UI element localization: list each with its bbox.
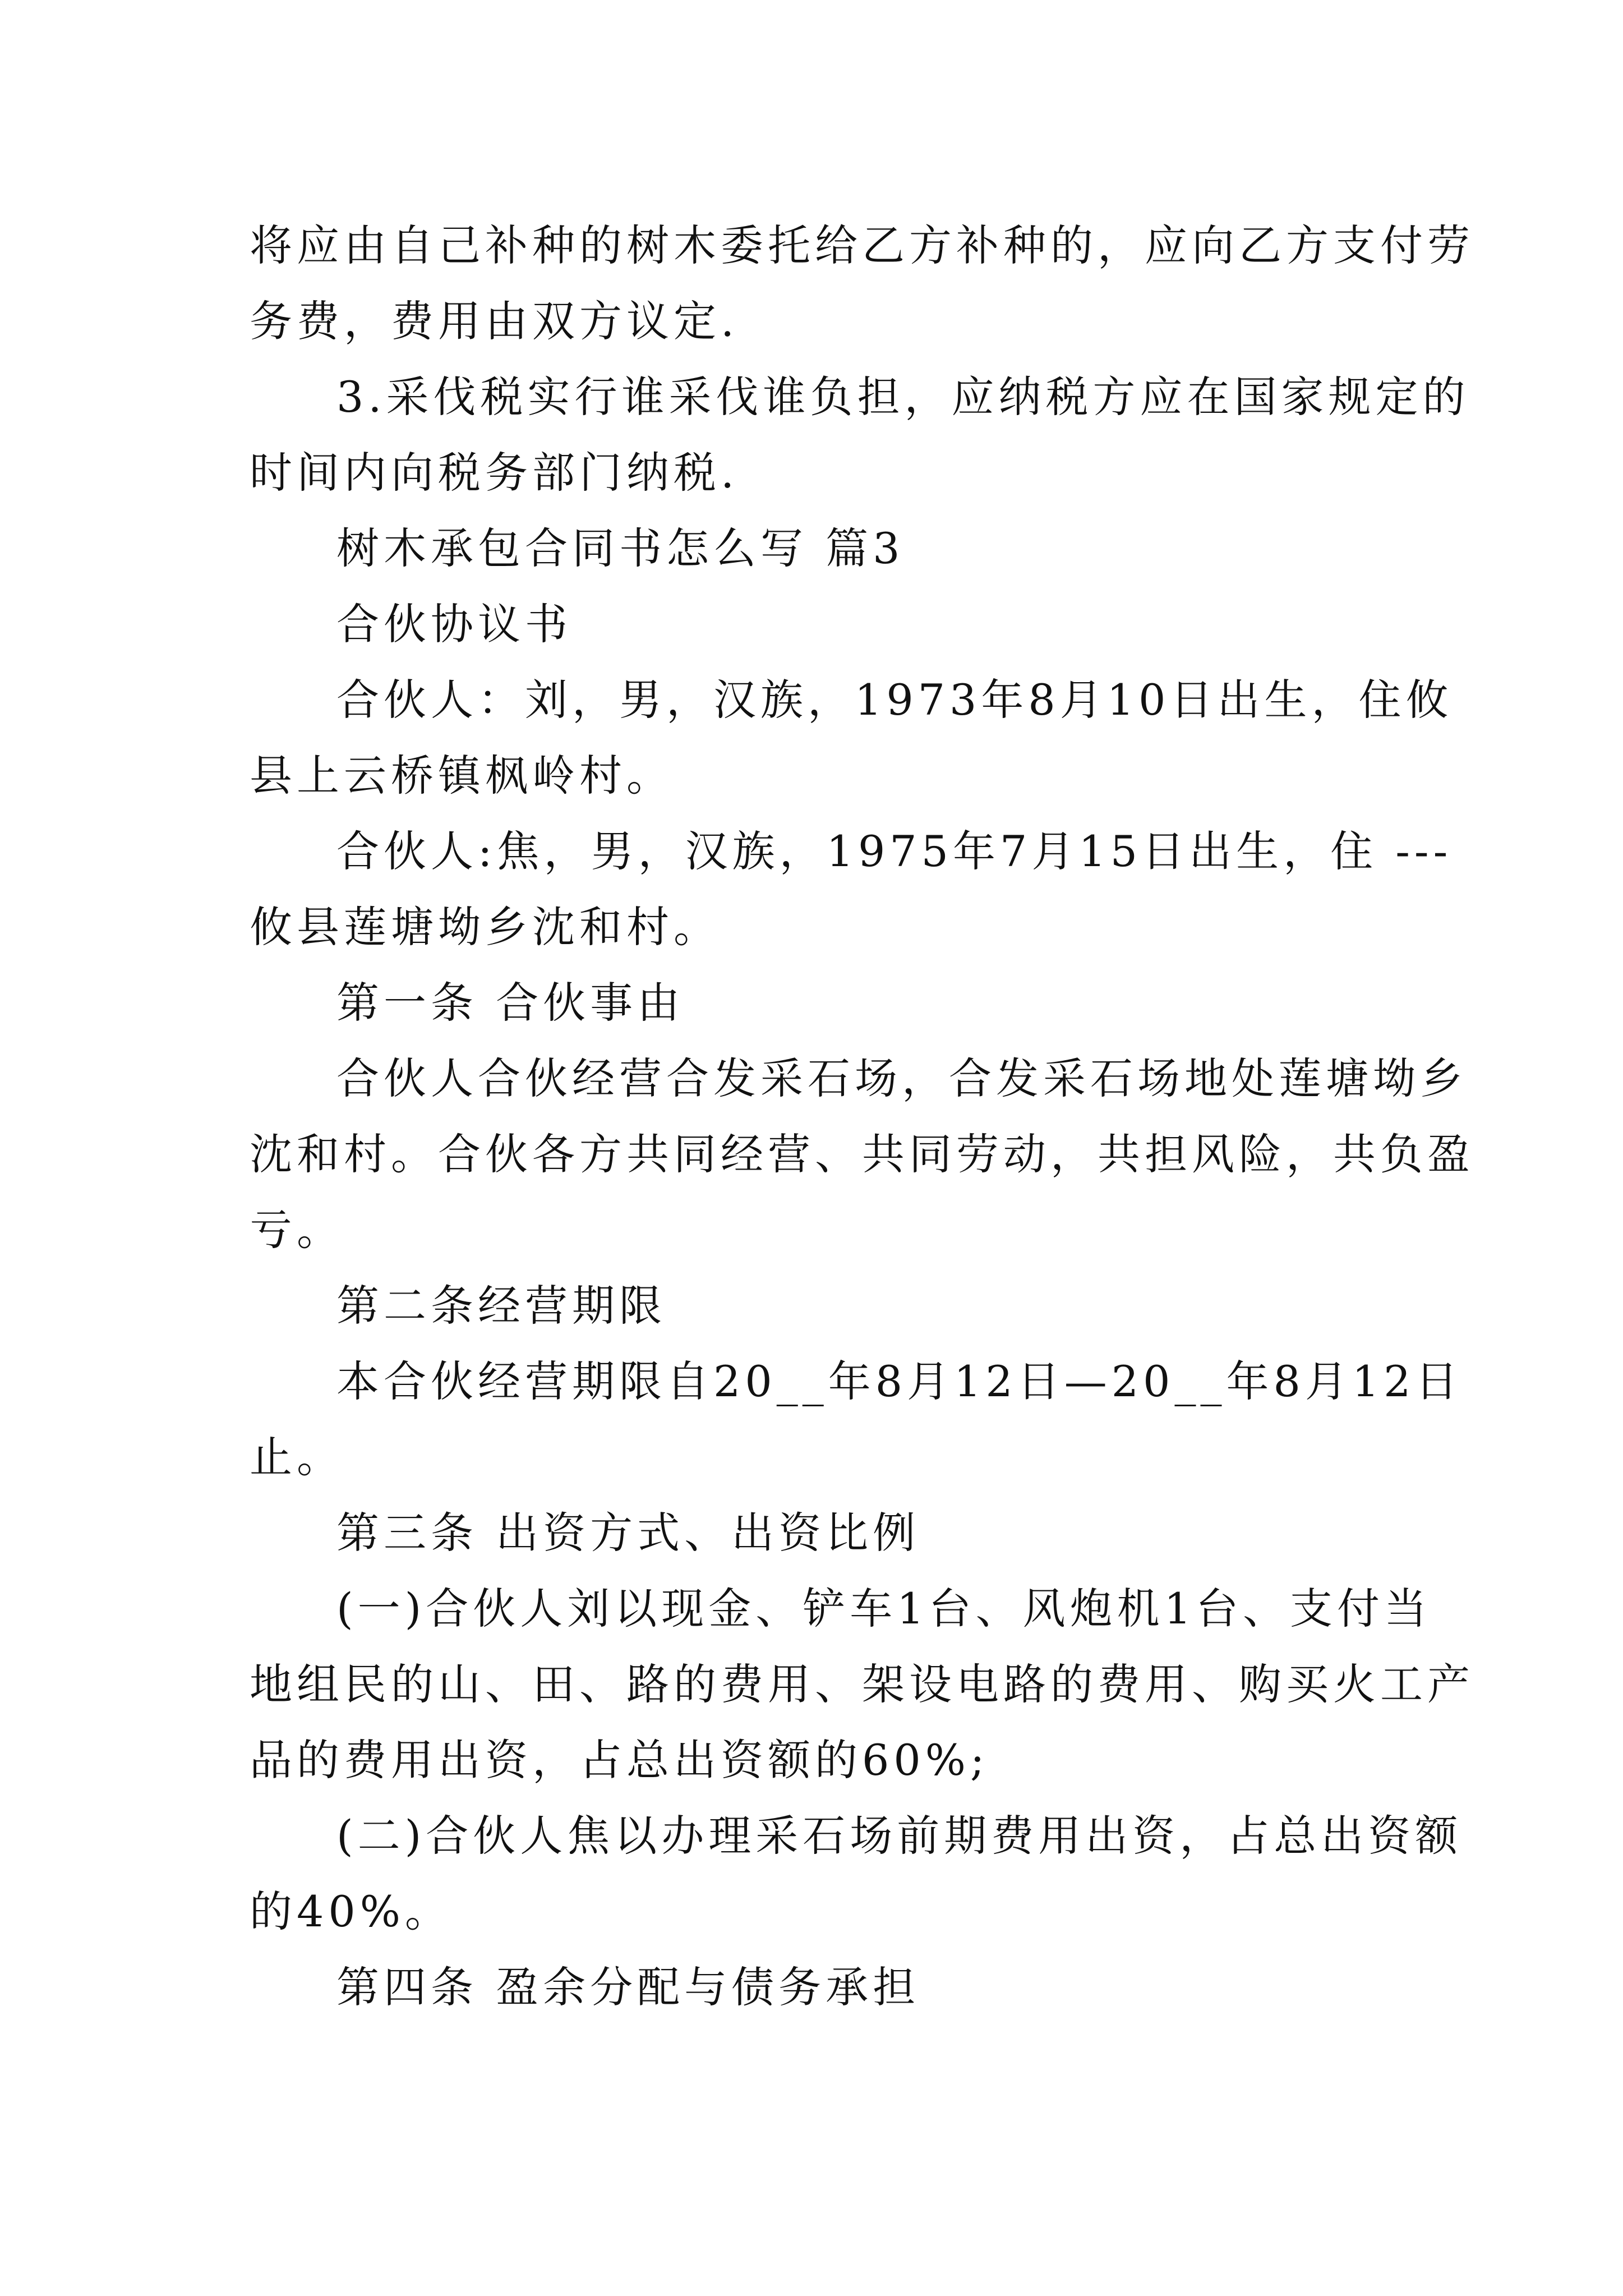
section-heading: 树木承包合同书怎么写 篇3 bbox=[336, 523, 905, 573]
body-text-line: 将应由自己补种的树木委托给乙方补种的，应向乙方支付劳 bbox=[250, 220, 1474, 270]
body-text-line: (一)合伙人刘以现金、铲车1台、风炮机1台、支付当 bbox=[336, 1584, 1432, 1634]
body-text-line: 时间内向税务部门纳税. bbox=[250, 448, 739, 498]
article-heading: 第一条 合伙事由 bbox=[336, 978, 685, 1028]
body-text-line: 3.采伐税实行谁采伐谁负担，应纳税方应在国家规定的 bbox=[336, 372, 1470, 422]
body-text-line: (二)合伙人焦以办理采石场前期费用出资，占总出资额 bbox=[336, 1811, 1463, 1861]
body-text-line: 务费，费用由双方议定. bbox=[250, 296, 739, 346]
body-text-line: 地组民的山、田、路的费用、架设电路的费用、购买火工产 bbox=[250, 1659, 1474, 1709]
body-text-line: 合伙人合伙经营合发采石场，合发采石场地处莲塘坳乡 bbox=[336, 1053, 1467, 1103]
body-text-line: 合伙人：刘，男，汉族，1973年8月10日出生，住攸 bbox=[336, 675, 1453, 725]
article-heading: 第三条 出资方式、出资比例 bbox=[336, 1508, 920, 1558]
agreement-title: 合伙协议书 bbox=[336, 599, 572, 649]
body-text-line: 沈和村。合伙各方共同经营、共同劳动，共担风险，共负盈 bbox=[250, 1129, 1474, 1179]
body-text-line: 的40%。 bbox=[250, 1887, 452, 1936]
article-heading: 第四条 盈余分配与债务承担 bbox=[336, 1962, 920, 2012]
body-text-line: 亏。 bbox=[250, 1205, 344, 1255]
body-text-line: 本合伙经营期限自20__年8月12日—20__年8月12日 bbox=[336, 1356, 1463, 1406]
body-text-line: 县上云桥镇枫岭村。 bbox=[250, 751, 674, 800]
body-text-line: 品的费用出资，占总出资额的60%; bbox=[250, 1735, 989, 1785]
article-heading: 第二条经营期限 bbox=[336, 1281, 666, 1331]
body-text-line: 攸县莲塘坳乡沈和村。 bbox=[250, 902, 721, 952]
body-text-line: 合伙人:焦，男，汉族，1975年7月15日出生，住 --- bbox=[336, 826, 1453, 876]
body-text-line: 止。 bbox=[250, 1432, 344, 1482]
